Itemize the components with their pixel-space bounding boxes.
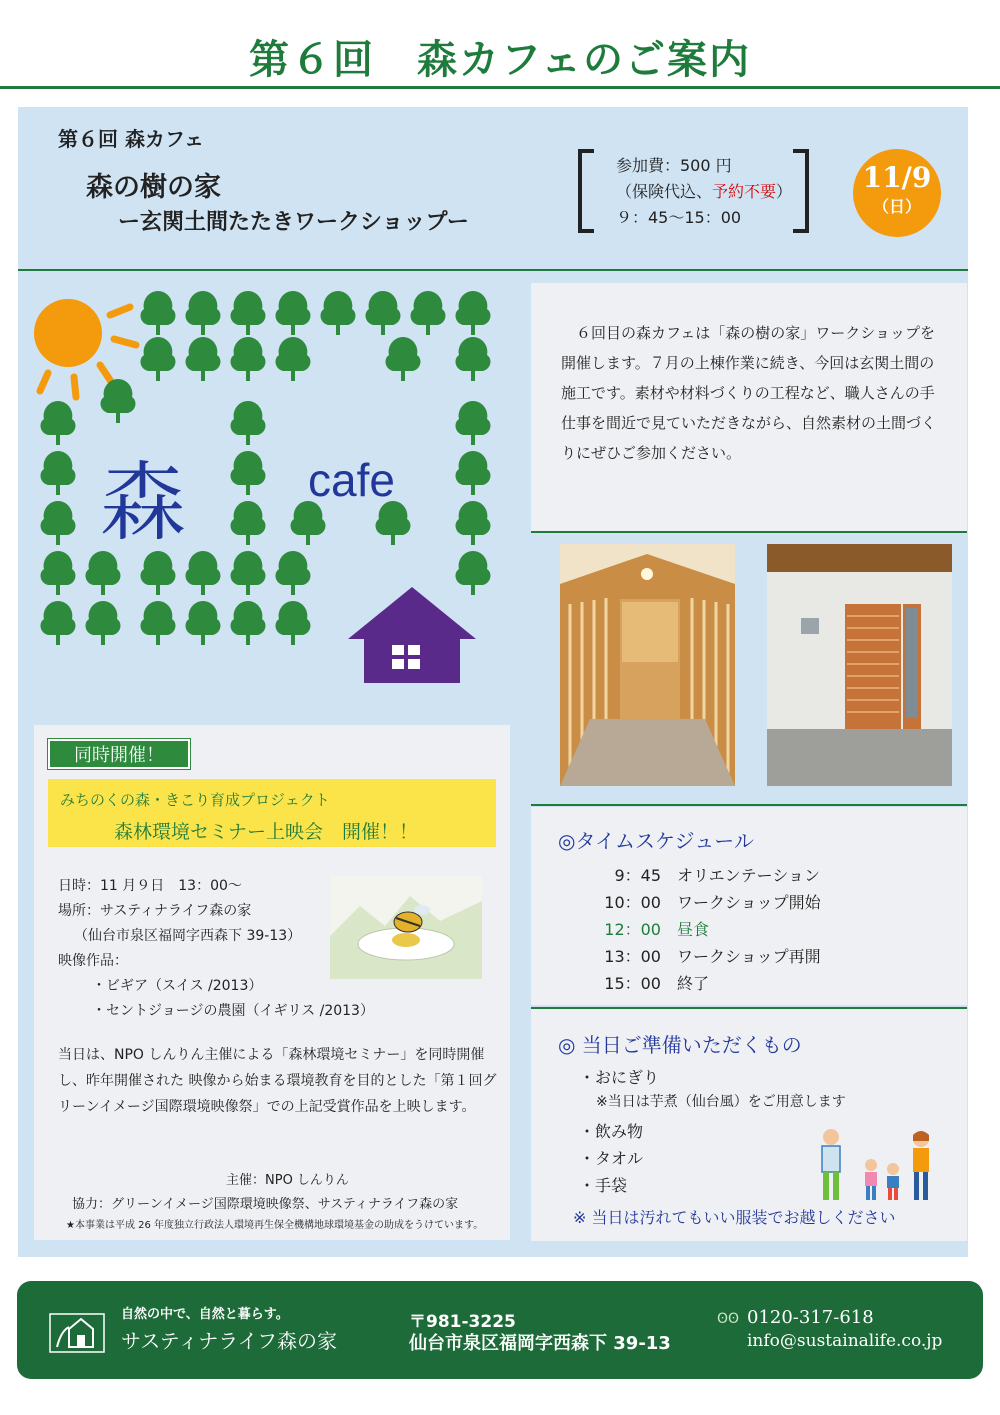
prep-note: ※当日は芋煮（仙台風）をご用意します bbox=[596, 1094, 846, 1110]
schedule-row: 15：00 終了 bbox=[604, 974, 710, 993]
tree-icon bbox=[231, 551, 266, 595]
header-divider bbox=[18, 269, 968, 271]
tree-icon bbox=[141, 601, 176, 645]
intro-text: ６回目の森カフェは「森の樹の家」ワークショップを開催します。７月の上棟作業に続き、今回は玄関土間の施工です。素材や材料づくりの工程など、職人さんの手仕事を間近で見ていただきながら、自然素材の土間づくりにぜひご参加ください。 bbox=[561, 324, 937, 462]
schedule-row: 10：00 ワークショップ開始 bbox=[604, 893, 821, 912]
event-weekday: （日） bbox=[872, 197, 921, 216]
tree-icon bbox=[456, 551, 491, 595]
section-divider bbox=[531, 804, 967, 806]
film-illustration bbox=[330, 876, 482, 979]
event-header bbox=[18, 107, 968, 269]
tree-icon bbox=[411, 291, 446, 335]
family-illustration bbox=[809, 1127, 949, 1203]
company-address: 仙台市泉区福岡字西森下 39-13 bbox=[409, 1333, 671, 1354]
tree-icon bbox=[141, 291, 176, 335]
schedule-row-lunch: 12：00 昼食 bbox=[604, 920, 710, 939]
event-label: 第６回 森カフェ bbox=[58, 127, 204, 151]
work-item: ・セントジョージの農園（イギリス /2013） bbox=[92, 1003, 374, 1019]
tree-icon bbox=[231, 501, 266, 545]
seminar-headline-box bbox=[48, 779, 496, 847]
organizer: 主催：NPO しんりん bbox=[226, 1173, 349, 1188]
intro-box bbox=[531, 283, 967, 531]
tree-icon bbox=[376, 501, 411, 545]
concurrent-event-tag: 同時開催！ bbox=[48, 739, 190, 769]
mori-kanji: 森 bbox=[100, 453, 186, 553]
tree-icon bbox=[141, 551, 176, 595]
cooperation: 協力：グリーンイメージ国際環境映像祭、サスティナライフ森の家 bbox=[72, 1197, 459, 1212]
tree-icon bbox=[186, 551, 221, 595]
tree-icon bbox=[386, 337, 421, 381]
tree-icon bbox=[86, 551, 121, 595]
email-address[interactable]: info@sustainalife.co.jp bbox=[747, 1331, 943, 1351]
tree-icon bbox=[276, 337, 311, 381]
tree-icon bbox=[456, 501, 491, 545]
tree-icon bbox=[231, 601, 266, 645]
schedule-row: 13：00 ワークショップ再開 bbox=[604, 947, 821, 966]
bracket-left bbox=[578, 149, 594, 233]
fee-line: 参加費：500 円 bbox=[616, 156, 732, 175]
postal-code: 〒981-3225 bbox=[409, 1312, 516, 1332]
tree-icon bbox=[41, 501, 76, 545]
tree-icon bbox=[291, 501, 326, 545]
company-name: サスティナライフ森の家 bbox=[121, 1329, 337, 1353]
page-title: 第６回 森カフェのご案内 bbox=[249, 37, 751, 83]
project-name: みちのくの森・きこり育成プロジェクト bbox=[60, 791, 330, 809]
event-date: 11/9 bbox=[862, 161, 932, 194]
cafe-word: cafe bbox=[308, 454, 395, 506]
tree-icon bbox=[456, 401, 491, 445]
seminar-section bbox=[34, 725, 510, 1240]
schedule-title: ◎タイムスケジュール bbox=[558, 829, 754, 853]
main-panel bbox=[18, 107, 968, 1257]
tree-icon bbox=[186, 337, 221, 381]
tree-icon bbox=[41, 601, 76, 645]
tree-icon bbox=[186, 601, 221, 645]
tree-icon bbox=[41, 551, 76, 595]
prep-item: ・タオル bbox=[579, 1149, 644, 1168]
tree-icon bbox=[231, 291, 266, 335]
prep-title: ◎ 当日ご準備いただくもの bbox=[558, 1033, 802, 1057]
prep-item: ・手袋 bbox=[579, 1176, 628, 1195]
time-schedule bbox=[531, 807, 967, 1005]
tree-icon bbox=[456, 451, 491, 495]
tree-icon bbox=[231, 401, 266, 445]
seminar-description: 当日は、NPO しんりん主催による「森林環境セミナー」を同時開催し、昨年開催された 映像から始まる環境教育を目的とした「第１回グリーンイメージ国際環境映像祭」での上記受賞作品を上映します。 bbox=[58, 1047, 497, 1115]
seminar-place: 場所：サスティナライフ森の家 bbox=[58, 903, 252, 919]
tree-icon bbox=[366, 291, 401, 335]
preparation-list bbox=[531, 1009, 967, 1241]
tree-icon bbox=[231, 337, 266, 381]
mori-cafe-illustration bbox=[18, 283, 523, 713]
phone-number[interactable]: 0120-317-618 bbox=[747, 1307, 874, 1328]
forest-illustration bbox=[18, 283, 523, 713]
schedule-row: 9：45 オリエンテーション bbox=[614, 866, 821, 885]
work-item: ・ビギア（スイス /2013） bbox=[92, 978, 263, 994]
company-logo-icon bbox=[49, 1313, 105, 1353]
seminar-date: 日時：11 月９日 13：00〜 bbox=[58, 878, 242, 894]
event-time: ９：45〜15：00 bbox=[616, 208, 742, 227]
tree-icon bbox=[276, 291, 311, 335]
tree-icon bbox=[41, 451, 76, 495]
footer bbox=[17, 1281, 983, 1379]
prep-footnote: ※ 当日は汚れてもいい服装でお越しください bbox=[573, 1208, 896, 1227]
entrance-photo-interior bbox=[560, 544, 735, 786]
workshop-subtitle: ー玄関土間たたきワークショップー bbox=[118, 210, 469, 235]
footer-tagline: 自然の中で、自然と暮らす。 bbox=[121, 1307, 289, 1322]
tree-icon bbox=[141, 337, 176, 381]
bracket-right bbox=[793, 149, 809, 233]
section-divider bbox=[531, 531, 967, 533]
tree-icon bbox=[41, 401, 76, 445]
house-icon bbox=[348, 587, 476, 683]
works-label: 映像作品： bbox=[58, 953, 128, 969]
reservation-not-required: 予約不要 bbox=[712, 182, 777, 201]
tree-icon bbox=[186, 291, 221, 335]
title-divider bbox=[0, 86, 1000, 89]
seminar-headline: 森林環境セミナー上映会 開催！！ bbox=[114, 821, 419, 843]
free-dial-icon: ʘʘ bbox=[717, 1311, 740, 1327]
tree-icon bbox=[231, 451, 266, 495]
tree-icon bbox=[276, 551, 311, 595]
seminar-address: （仙台市泉区福岡字西森下 39-13） bbox=[74, 928, 302, 944]
grant-note: ★本事業は平成 26 年度独立行政法人環境再生保全機構地球環境基金の助成をうけています。 bbox=[66, 1220, 484, 1231]
tree-icon bbox=[86, 601, 121, 645]
event-title: 森の樹の家 bbox=[86, 172, 221, 203]
date-badge bbox=[853, 149, 941, 237]
tree-icon bbox=[276, 601, 311, 645]
prep-item: ・おにぎり bbox=[579, 1068, 660, 1087]
tree-icon bbox=[456, 337, 491, 381]
tree-icon bbox=[101, 379, 136, 423]
tree-icon bbox=[321, 291, 356, 335]
fee-note: （保険代込、予約不要） bbox=[616, 182, 793, 201]
tree-icon bbox=[456, 291, 491, 335]
prep-item: ・飲み物 bbox=[579, 1122, 644, 1141]
fee-info bbox=[616, 153, 792, 231]
entrance-photo-exterior bbox=[767, 544, 952, 786]
